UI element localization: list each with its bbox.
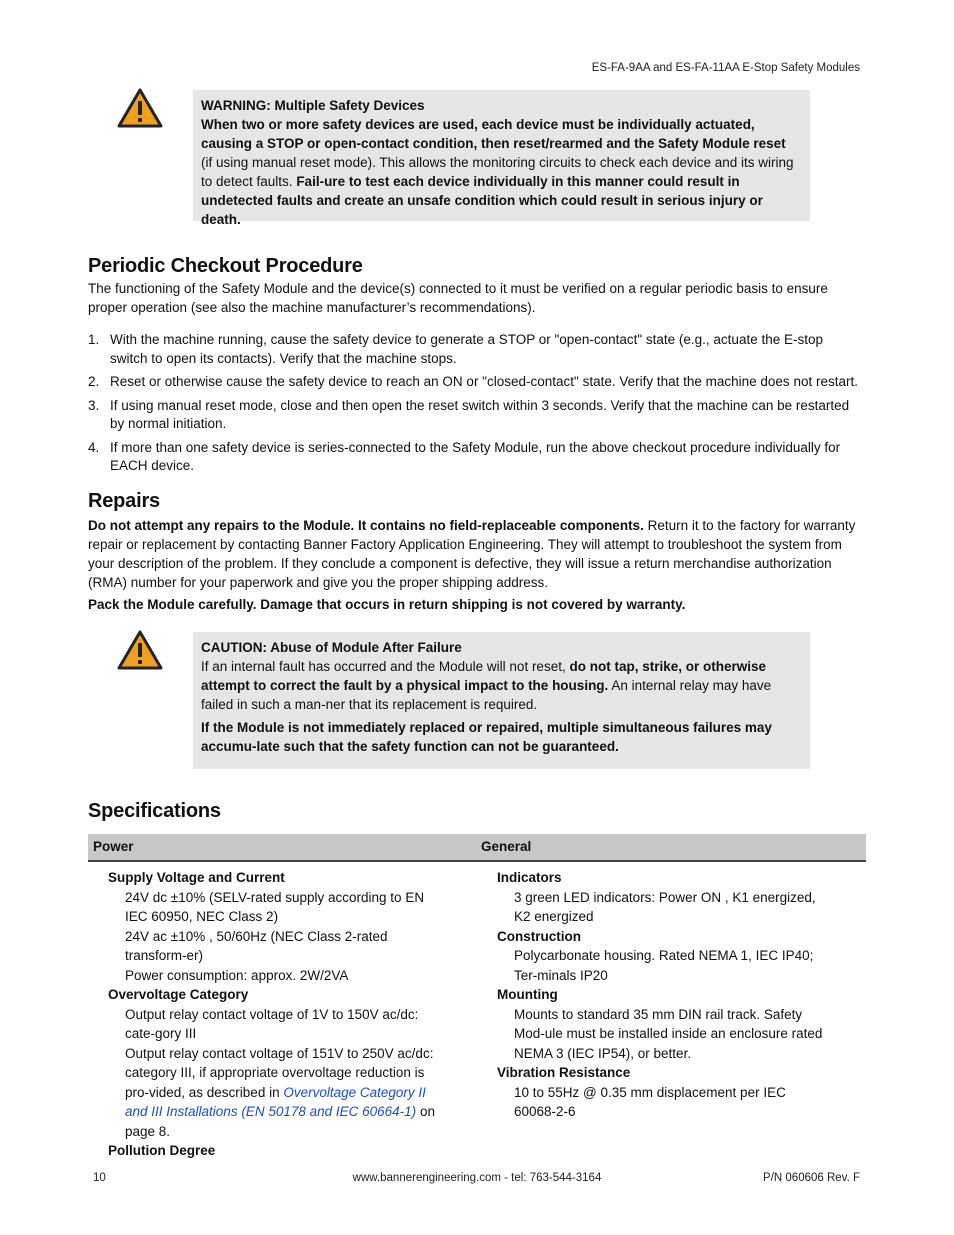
- repairs-paragraph: [88, 516, 864, 592]
- spec-title: Indicators: [497, 870, 562, 885]
- specs-col-power: Power: [93, 839, 134, 854]
- spec-value: Polycarbonate housing. Rated NEMA 1, IEC IP40; Ter-minals IP20: [514, 948, 814, 983]
- step-item: [88, 397, 864, 434]
- step-text: With the machine running, cause the safety device to generate a STOP or "open-contact" state (e.g., actuate the E-stop switch to open its contacts). Verify that the machine stops.: [110, 332, 823, 366]
- spec-title: Pollution Degree: [108, 1143, 216, 1158]
- repairs-heading: Repairs: [88, 490, 160, 512]
- spec-title: Vibration Resistance: [497, 1065, 631, 1080]
- step-number: 4.: [88, 439, 100, 455]
- caution-box: [193, 632, 810, 769]
- step-item: [88, 331, 864, 368]
- specs-heading: Specifications: [88, 800, 221, 822]
- step-item: [88, 373, 864, 392]
- spec-value: Mounts to standard 35 mm DIN rail track. Safety Mod-ule must be installed inside an enclosure rated NEMA 3 (IEC IP54), or better.: [514, 1006, 823, 1061]
- specs-table-header: [88, 834, 866, 862]
- periodic-heading: Periodic Checkout Procedure: [88, 255, 363, 277]
- spec-title: Supply Voltage and Current: [108, 870, 285, 885]
- spec-text: on page 8.: [125, 1104, 435, 1139]
- caution-normal: If an internal fault has occurred and the Module will not reset,: [201, 659, 570, 674]
- spec-title: Overvoltage Category: [108, 987, 249, 1002]
- step-text: If more than one safety device is series-connected to the Safety Module, run the above checkout procedure individually for EACH device.: [110, 439, 841, 473]
- spec-value: 10 to 55Hz @ 0.35 mm displacement per IEC 60068-2-6: [514, 1084, 786, 1119]
- spec-value: 24V dc ±10% (SELV-rated supply according to EN IEC 60950, NEC Class 2): [125, 889, 425, 924]
- caution-bold: do not tap, strike, or otherwise attempt to correct the fault by a physical impact to the housing.: [201, 659, 766, 693]
- step-text: If using manual reset mode, close and then open the reset switch within 3 seconds. Verify that the machine can be restarted by normal initiation.: [110, 397, 850, 431]
- spec-value: Output relay contact voltage of 1V to 150V ac/dc: cate-gory III: [125, 1006, 419, 1041]
- periodic-intro: The functioning of the Safety Module and the device(s) connected to it must be verified on a regular periodic basis to ensure proper operation (see also the machine manufacturer’s recommendations).: [88, 281, 828, 315]
- overvoltage-link[interactable]: Overvoltage Category II and III Installations (EN 50178 and IEC 60664-1): [125, 1084, 426, 1119]
- spec-title: Mounting: [497, 987, 558, 1002]
- step-item: [88, 439, 864, 476]
- spec-value: [108, 1044, 443, 1142]
- step-text: Reset or otherwise cause the safety device to reach an ON or "closed-contact" state. Verify that the machine does not restart.: [110, 374, 858, 389]
- spec-text: Output relay contact voltage of 151V to 250V ac/dc: category III, if appropriate overvoltage reduction is pro-vided, as described in: [125, 1045, 434, 1100]
- spec-value: 3 green LED indicators: Power ON , K1 energized, K2 energized: [514, 889, 816, 924]
- warning-body-bold: When two or more safety devices are used, each device must be individually actuated, causing a STOP or open-contact condition, then reset/rearmed and the Safety Module reset: [201, 117, 786, 151]
- step-number: 2.: [88, 374, 100, 389]
- repairs-normal: Return it to the factory for warranty repair or replacement by contacting Banner Factory Application Engineering. They will attempt to troubleshoot the system from your description of the problem. If they conclude a component is defective, they will issue a return merchandise authorization (RMA) number for your paperwork and give you the proper shipping address.: [88, 518, 856, 590]
- checkout-steps: [88, 331, 864, 481]
- warning-triangle-icon: [117, 88, 163, 128]
- repairs-pack-note: Pack the Module carefully. Damage that occurs in return shipping is not covered by warranty.: [88, 597, 686, 612]
- specs-col-general: General: [481, 839, 532, 854]
- specs-power-column: [108, 868, 443, 1161]
- caution-triangle-icon: [117, 630, 163, 670]
- caution-normal-2: An internal relay may have failed in such a man-ner that its replacement is required.: [201, 678, 772, 712]
- caution-body: [201, 657, 800, 714]
- spec-value: 24V ac ±10% , 50/60Hz (NEC Class 2-rated transform-er): [125, 928, 388, 963]
- specs-general-column: [497, 868, 827, 1122]
- caution-title: CAUTION: Abuse of Module After Failure: [201, 640, 462, 655]
- warning-body-normal: (if using manual reset mode). This allows the monitoring circuits to check each device and its wiring to detect faults.: [201, 155, 794, 189]
- spec-title: Construction: [497, 928, 581, 944]
- footer-contact: www.bannerengineering.com - tel: 763-544-3164: [352, 1172, 602, 1184]
- spec-value: Power consumption: approx. 2W/2VA: [125, 967, 349, 983]
- step-number: 3.: [88, 397, 100, 413]
- warning-title: WARNING: Multiple Safety Devices: [201, 98, 425, 113]
- warning-body-bold-2: Fail-ure to test each device individually in this manner could result in undetected faults and create an unsafe condition which could result in serious injury or death.: [201, 174, 763, 227]
- footer-part-number: P/N 060606 Rev. F: [763, 1172, 860, 1184]
- repairs-bold: Do not attempt any repairs to the Module. It contains no field-replaceable components.: [88, 518, 644, 533]
- warning-box: [193, 90, 810, 227]
- caution-body-2: If the Module is not immediately replaced or repaired, multiple simultaneous failures may accumu-late such that the safety function can not be guaranteed.: [201, 720, 772, 754]
- doc-header-title: ES-FA-9AA and ES-FA-11AA E-Stop Safety Modules: [591, 62, 860, 74]
- step-number: 1.: [88, 332, 100, 347]
- warning-body: [201, 115, 800, 229]
- footer-page-number: 10: [93, 1172, 106, 1184]
